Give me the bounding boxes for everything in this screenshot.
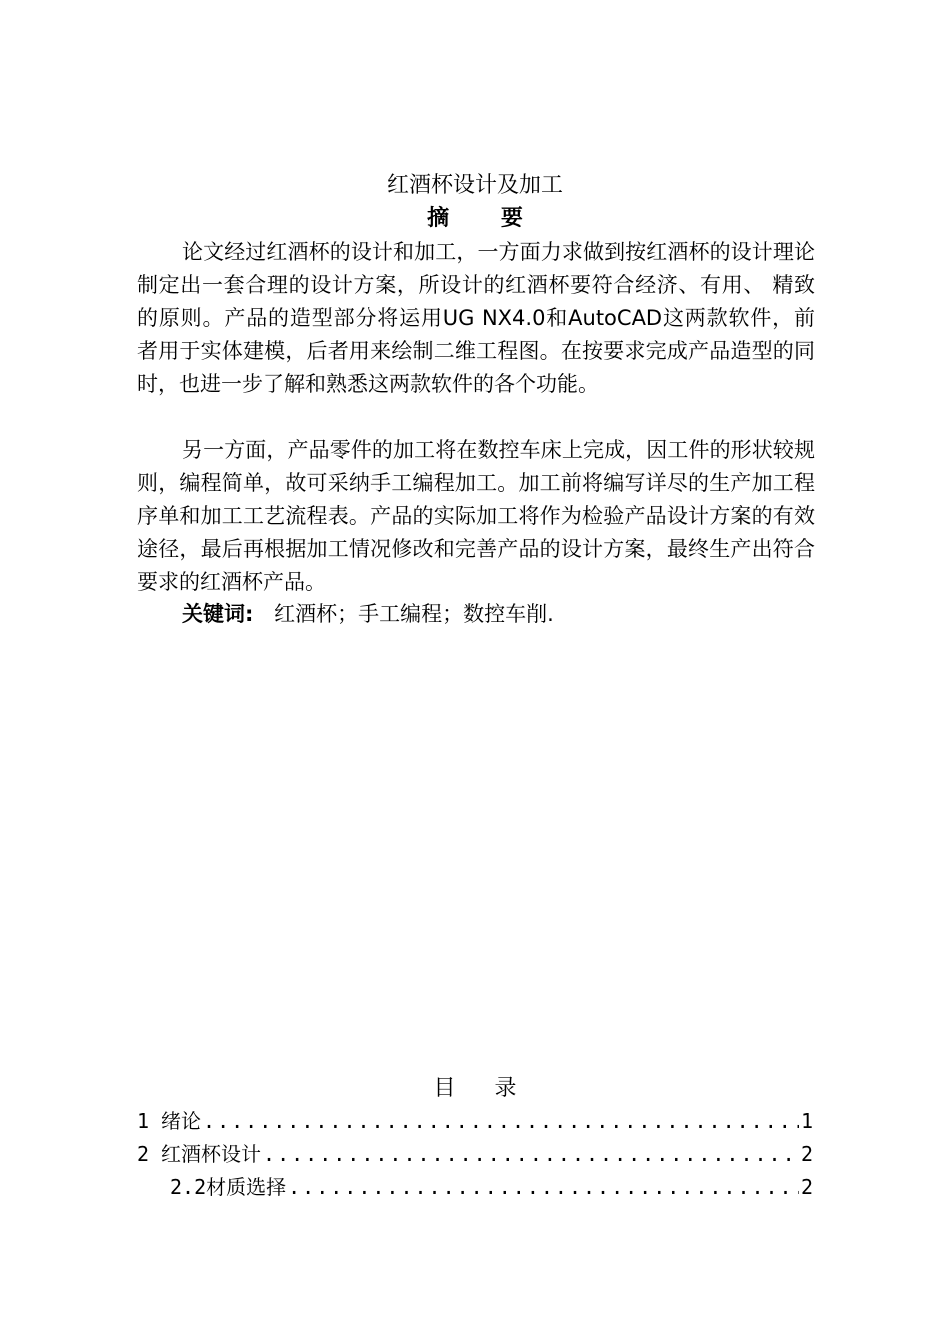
toc-heading: 目 录 [433,1076,533,1101]
toc-entry[interactable] [137,1139,813,1169]
toc-entry-number: 2.2 [170,1175,207,1199]
abstract-paragraph-1-text: 论文经过红酒杯的设计和加工，一方面力求做到按红酒杯的设计理论制定出一套合理的设计方案，所设计的红酒杯要符合经济、有用、 精致的原则。产品的造型部分将运用UG NX4.0和AutoCAD这两款软件，前者用于实体建模，后者用来绘制二维工程图。在按要求完成产品造型的同时，也进一步了解和熟悉这两款软件的各个功能。 [137,240,815,396]
toc-entry-page: 2 [800,1142,813,1166]
toc-entry[interactable] [170,1172,813,1202]
abstract-paragraph-1 [137,236,815,401]
toc-leader-dots [288,1172,799,1202]
abstract-heading: 摘 要 [427,206,545,231]
toc-leader-dots [263,1139,799,1169]
toc-leader-dots [203,1106,799,1136]
toc-entry-label: 材质选择 [206,1175,287,1199]
toc-entry-number: 2 [137,1142,150,1166]
toc-entry-number: 1 [137,1109,150,1133]
keywords-label: 关键词: [182,602,254,626]
keywords-value: 红酒杯；手工编程；数控车削. [274,602,554,626]
document-title: 红酒杯设计及加工 [386,173,563,198]
toc-entry-page: 2 [800,1175,813,1199]
toc-entry-label: 红酒杯设计 [161,1142,262,1166]
toc-entry-label: 绪论 [161,1109,202,1133]
abstract-paragraph-2-text: 另一方面，产品零件的加工将在数控车床上完成，因工件的形状较规则，编程简单，故可采纳手工编程加工。加工前将编写详尽的生产加工程序单和加工工艺流程表。产品的实际加工将作为检验产品设计方案的有效途径，最后再根据加工情况修改和完善产品的设计方案，最终生产出符合要求的红酒杯产品。 [137,438,815,594]
abstract-paragraph-2 [137,434,815,599]
keywords-line [182,600,554,628]
toc-entry[interactable] [137,1106,813,1136]
toc-entry-page: 1 [800,1109,813,1133]
